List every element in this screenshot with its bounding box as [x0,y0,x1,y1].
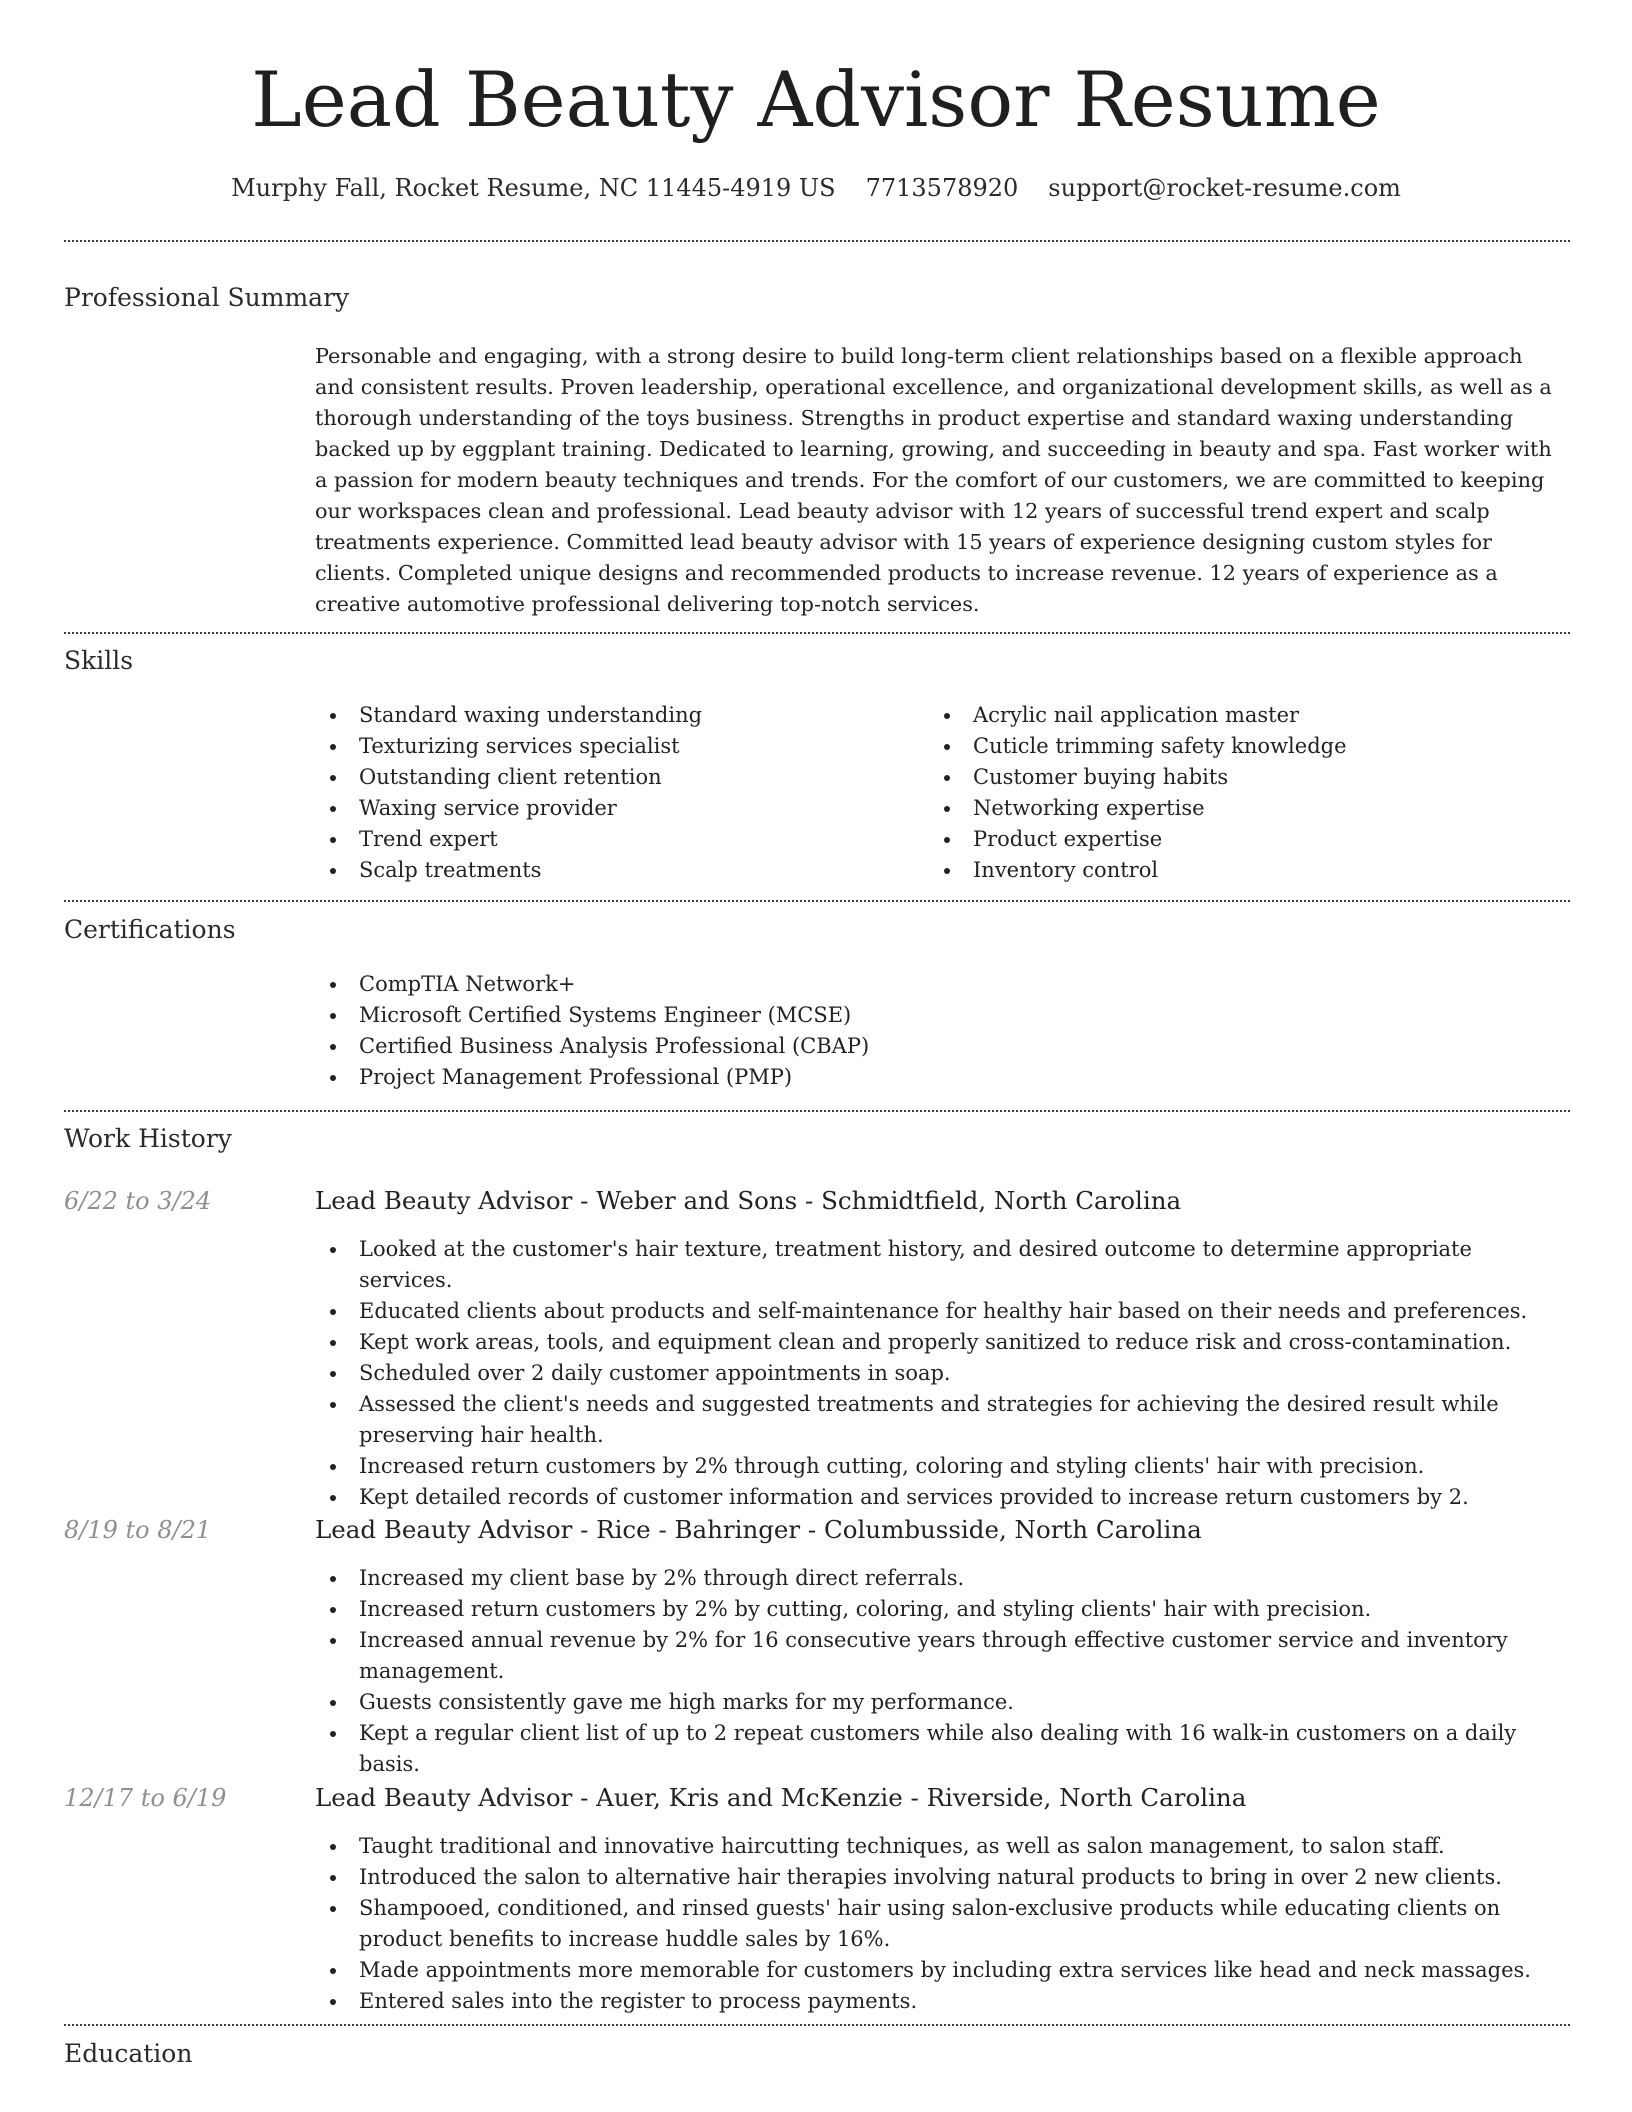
list-item: Cuticle trimming safety knowledge [929,731,1559,762]
contact-line [0,170,1632,206]
contact-address: Murphy Fall, Rocket Resume, NC 11445-4919 US [231,174,836,202]
list-item: Scheduled over 2 daily customer appointments in soap. [315,1358,1560,1389]
job-bullets [315,1563,1560,1780]
list-item: Increased my client base by 2% through direct referrals. [315,1563,1560,1594]
job-heading: Lead Beauty Advisor - Rice - Bahringer - Columbusside, North Carolina [315,1515,1202,1544]
list-item: Networking expertise [929,793,1559,824]
list-item: Increased return customers by 2% by cutting, coloring, and styling clients' hair with precision. [315,1594,1560,1625]
list-item: Guests consistently gave me high marks for my performance. [315,1687,1560,1718]
job-bullets [315,1831,1560,2017]
list-item: Looked at the customer's hair texture, treatment history, and desired outcome to determine appropriate services. [315,1234,1560,1296]
skills-list-right [929,700,1559,886]
skills-heading: Skills [64,646,134,675]
certifications-list [315,969,1560,1093]
job-dates: 6/22 to 3/24 [64,1187,212,1215]
list-item: Microsoft Certified Systems Engineer (MCSE) [315,1000,1560,1031]
list-item: Shampooed, conditioned, and rinsed guests' hair using salon-exclusive products while educating clients on product benefits to increase huddle sales by 16%. [315,1893,1560,1955]
list-item: Waxing service provider [315,793,905,824]
contact-email: support@rocket-resume.com [1048,174,1401,202]
list-item: Inventory control [929,855,1559,886]
job-heading: Lead Beauty Advisor - Weber and Sons - Schmidtfield, North Carolina [315,1186,1182,1215]
list-item: CompTIA Network+ [315,969,1560,1000]
list-item: Educated clients about products and self-maintenance for healthy hair based on their needs and preferences. [315,1296,1560,1327]
job-dates: 12/17 to 6/19 [64,1784,227,1812]
list-item: Taught traditional and innovative haircutting techniques, as well as salon management, to salon staff. [315,1831,1560,1862]
list-item: Introduced the salon to alternative hair therapies involving natural products to bring in over 2 new clients. [315,1862,1560,1893]
section-divider [64,632,1570,634]
list-item: Texturizing services specialist [315,731,905,762]
list-item: Made appointments more memorable for customers by including extra services like head and neck massages. [315,1955,1560,1986]
list-item: Assessed the client's needs and suggested treatments and strategies for achieving the desired result while preserving hair health. [315,1389,1560,1451]
summary-heading: Professional Summary [64,283,350,312]
list-item: Entered sales into the register to process payments. [315,1986,1560,2017]
job-dates: 8/19 to 8/21 [64,1516,212,1544]
list-item: Kept detailed records of customer information and services provided to increase return customers by 2. [315,1482,1560,1513]
list-item: Product expertise [929,824,1559,855]
list-item: Kept a regular client list of up to 2 repeat customers while also dealing with 16 walk-in customers on a daily basis. [315,1718,1560,1780]
list-item: Kept work areas, tools, and equipment clean and properly sanitized to reduce risk and cross-contamination. [315,1327,1560,1358]
skills-list-left [315,700,905,886]
section-divider [64,900,1570,902]
job-bullets [315,1234,1560,1513]
list-item: Standard waxing understanding [315,700,905,731]
section-divider [64,240,1570,242]
list-item: Project Management Professional (PMP) [315,1062,1560,1093]
job-heading: Lead Beauty Advisor - Auer, Kris and McKenzie - Riverside, North Carolina [315,1783,1247,1812]
list-item: Certified Business Analysis Professional (CBAP) [315,1031,1560,1062]
list-item: Acrylic nail application master [929,700,1559,731]
education-heading: Education [64,2039,193,2068]
contact-phone: 7713578920 [865,174,1019,202]
certifications-heading: Certifications [64,915,236,944]
list-item: Scalp treatments [315,855,905,886]
list-item: Increased annual revenue by 2% for 16 consecutive years through effective customer service and inventory management. [315,1625,1560,1687]
list-item: Trend expert [315,824,905,855]
resume-title: Lead Beauty Advisor Resume [251,55,1381,144]
work-history-heading: Work History [64,1124,232,1153]
section-divider [64,1110,1570,1112]
section-divider [64,2024,1570,2026]
list-item: Customer buying habits [929,762,1559,793]
list-item: Outstanding client retention [315,762,905,793]
summary-text: Personable and engaging, with a strong desire to build long-term client relationships based on a flexible approach and consistent results. Proven leadership, operational excellence, and organizational development skills, as well as a thorough understanding of the toys business. Strengths in product expertise and standard waxing understanding backed up by eggplant training. Dedicated to learning, growing, and succeeding in beauty and spa. Fast worker with a passion for modern beauty techniques and trends. For the comfort of our customers, we are committed to keeping our workspaces clean and professional. Lead beauty advisor with 12 years of successful trend expert and scalp treatments experience. Committed lead beauty advisor with 15 years of experience designing custom styles for clients. Completed unique designs and recommended products to increase revenue. 12 years of experience as a creative automotive professional delivering top-notch services. [315,344,1552,616]
list-item: Increased return customers by 2% through cutting, coloring and styling clients' hair with precision. [315,1451,1560,1482]
